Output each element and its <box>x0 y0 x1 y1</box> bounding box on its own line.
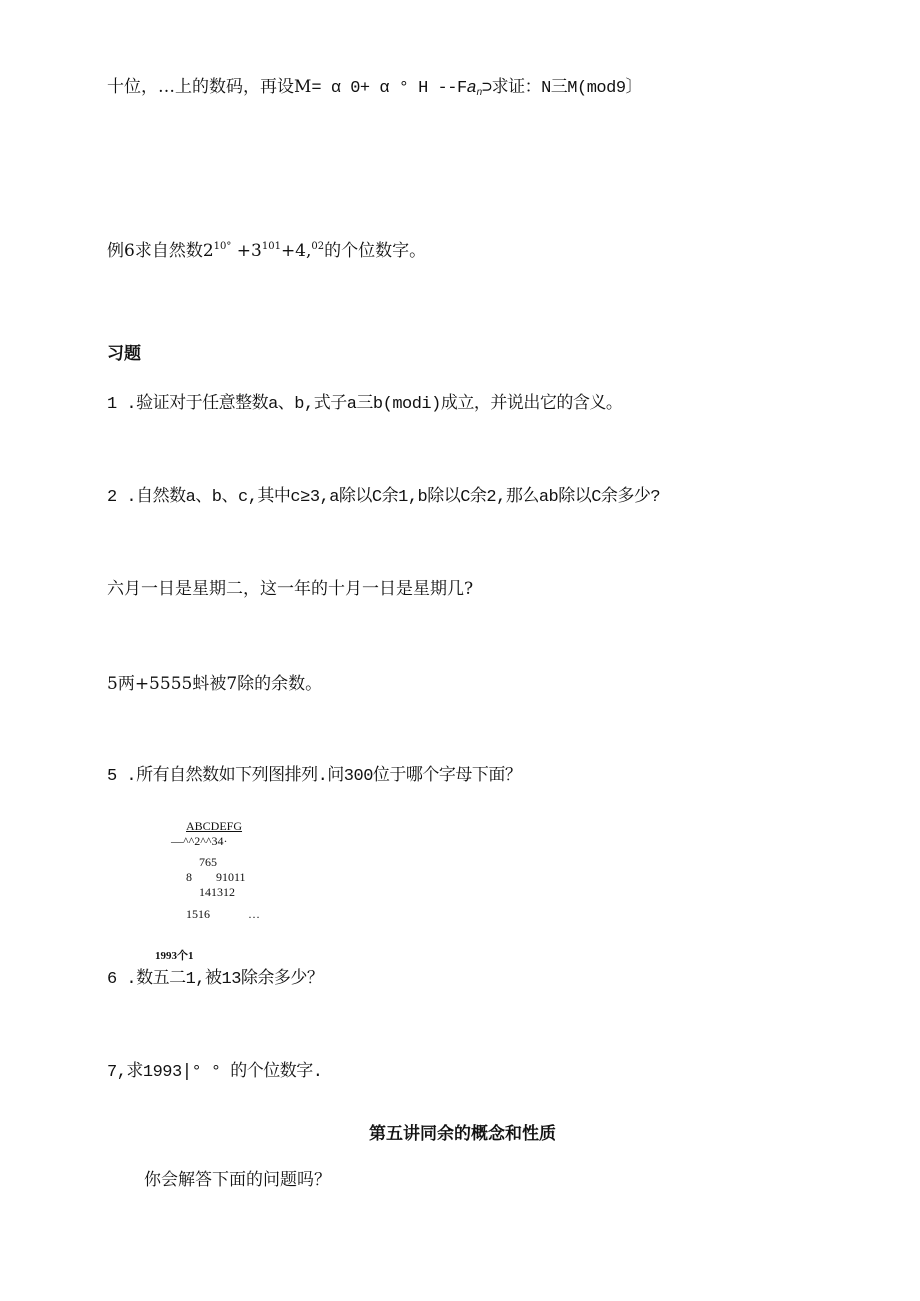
figure-letter-header: ABCDEFG <box>186 819 243 833</box>
figure-row-2: 765 <box>199 855 217 869</box>
figure-row-4: 141312 <box>199 885 235 899</box>
figure-row-5b: … <box>248 907 260 921</box>
exercise-6-overline-label: 1993个1 <box>155 950 194 962</box>
figure-row-1: —^^2^^34· <box>171 834 228 848</box>
exercises-heading: 习题 <box>107 344 141 364</box>
exercise-7: 7,求1993∣° ° 的个位数字. <box>107 1063 323 1082</box>
formula-subscript-n: n <box>476 88 482 99</box>
exercise-2: 2 .自然数a、b、c,其中c≥3,a除以C余1,b除以C余2,那么ab除以C余多少? <box>107 488 661 507</box>
figure-row-5a: 1516 <box>186 907 210 921</box>
line-prefix: 十位，…上的数码，再设M <box>107 77 312 97</box>
exercise-4: 5两+5555蚪被7除的余数。 <box>107 674 323 694</box>
line-digits-proof <box>107 79 642 97</box>
exercise-3: 六月一日是星期二，这一年的十月一日是星期几? <box>107 579 474 599</box>
figure-row-3a: 8 <box>186 870 192 884</box>
exercise-6: 6 .数五二1,被13除余多少？ <box>107 970 324 989</box>
example-6 <box>107 243 426 260</box>
line-formula: = α 0+ α ° H --F <box>311 79 467 98</box>
intro-question: 你会解答下面的问题吗？ <box>144 1170 331 1190</box>
example-6-mid1: +3 <box>231 241 262 261</box>
exponent-3: 02 <box>311 241 325 252</box>
exponent-1: 10° <box>213 241 232 252</box>
exercise-1: 1 .验证对于任意整数a、b,式子a三b(modi)成立，并说出它的含义。 <box>107 395 623 414</box>
exercise-5: 5 .所有自然数如下列图排列.问300位于哪个字母下面？ <box>107 767 522 786</box>
lecture-title: 第五讲同余的概念和性质 <box>369 1124 556 1144</box>
formula-var-a: a <box>466 79 477 98</box>
example-6-suffix: 的个位数字。 <box>324 241 427 261</box>
figure-row-3b: 91011 <box>216 870 246 884</box>
example-6-mid2: +4, <box>280 241 312 261</box>
exponent-2: 101 <box>261 241 281 252</box>
example-6-prefix: 例6求自然数2 <box>107 241 214 261</box>
line-suffix: ⊃求证：N三M(mod9〕 <box>481 79 643 98</box>
